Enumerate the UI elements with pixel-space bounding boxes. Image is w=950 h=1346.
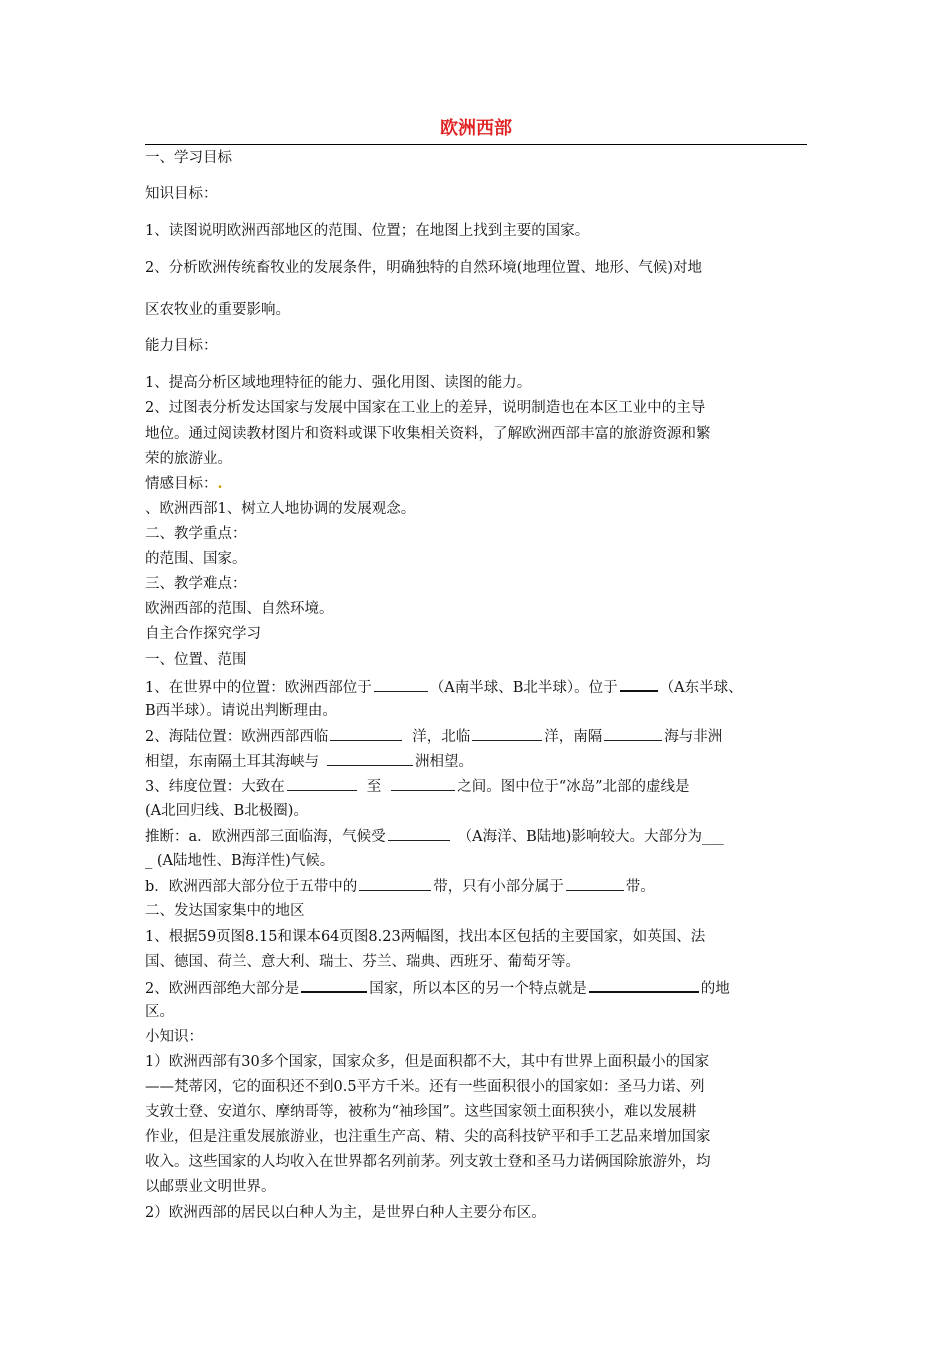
difficulty-text: 欧洲西部的范围、自然环境。 (145, 601, 334, 617)
tip-1-line3: 支敦士登、安道尔、摩纳哥等，被称为“袖珍国”。这些国家领土面积狭小，难以发展耕 (145, 1104, 697, 1120)
answer-blank-climate-influence[interactable] (388, 826, 450, 841)
developed-item-2-line2: 区。 (145, 1004, 174, 1020)
emotion-item-1: 、欧洲西部1、树立人地协调的发展观念。 (145, 501, 416, 517)
question-3-line2: (A北回归线、B北极圈)。 (145, 803, 308, 819)
answer-blank-south-sea[interactable] (604, 726, 662, 741)
question-1-line1: 1、在世界中的位置：欧洲西部位于 （A南半球、B北半球）。位于 （A东半球、 (145, 676, 743, 698)
ability-item-2-line1: 2、过图表分析发达国家与发展中国家在工业上的差异，说明制造也在本区工业中的主导 (145, 400, 706, 416)
answer-blank-region-feature[interactable] (589, 977, 699, 993)
ability-item-2-line2: 地位。通过阅读教材图片和资料或课下收集相关资料，了解欧洲西部丰富的旅游资源和繁 (145, 426, 711, 442)
answer-blank-country-type[interactable] (301, 977, 367, 993)
question-3-line1: 3、纬度位置：大致在 至 之间。图中位于“冰岛”北部的虚线是 (145, 776, 690, 797)
answer-blank-hemisphere-ns[interactable] (374, 677, 428, 692)
knowledge-item-2-line2: 区农牧业的重要影响。 (145, 302, 290, 318)
document-title: 欧洲西部 (440, 118, 512, 139)
goals-heading: 一、学习目标 (145, 150, 232, 166)
knowledge-item-2-line1: 2、分析欧洲传统畜牧业的发展条件，明确独特的自然环境(地理位置、地形、气候)对地 (145, 260, 703, 276)
answer-blank-latitude-from[interactable] (287, 776, 357, 791)
knowledge-item-1: 1、读图说明欧洲西部地区的范围、位置；在地图上找到主要的国家。 (145, 223, 590, 239)
ability-item-1: 1、提高分析区域地理特征的能力、强化用图、读图的能力。 (145, 375, 532, 391)
tip-1-line4: 作业，但是注重发展旅游业，也注重生产高、精、尖的高科技铲平和手工艺品来增加国家 (145, 1129, 711, 1145)
question-2-line1: 2、海陆位置：欧洲西部西临 洋，北临 洋，南隔 海与非洲 (145, 726, 722, 747)
developed-item-1-line2: 国、德国、荷兰、意大利、瑞士、芬兰、瑞典、西班牙、葡萄牙等。 (145, 954, 580, 970)
question-2-line2: 相望，东南隔土耳其海峡与 洲相望。 (145, 751, 473, 772)
section-developed-heading: 二、发达国家集中的地区 (145, 903, 305, 919)
answer-blank-hemisphere-ew[interactable] (620, 676, 658, 692)
answer-blank-main-zone[interactable] (359, 876, 431, 891)
title-underline (145, 144, 807, 145)
emotion-heading-line (145, 474, 223, 494)
question-1-line2: B西半球）。请说出判断理由。 (145, 703, 337, 719)
focus-text: 的范围、国家。 (145, 551, 247, 567)
developed-item-2-line1: 2、欧洲西部绝大部分是 国家，所以本区的另一个特点就是 的地 (145, 977, 730, 999)
answer-blank-latitude-to[interactable] (391, 776, 455, 791)
developed-item-1-line1: 1、根据59页图8.15和课本64页图8.23两幅图，找出本区包括的主要国家，如英国、法 (145, 929, 706, 945)
ability-heading: 能力目标： (145, 338, 218, 354)
answer-blank-minor-zone[interactable] (566, 876, 624, 891)
answer-blank-continent[interactable] (327, 751, 413, 766)
tip-1-line2: ——梵蒂冈，它的面积还不到0.5平方千米。还有一些面积很小的国家如：圣马力诺、列 (145, 1079, 705, 1095)
focus-heading: 二、教学重点： (145, 526, 247, 542)
emotion-heading: 情感目标： (145, 476, 218, 492)
answer-blank-west-ocean[interactable] (330, 726, 402, 741)
tip-1-line5: 收入。这些国家的人均收入在世界都名列前茅。列支敦士登和圣马力诺俩国除旅游外，均 (145, 1154, 711, 1170)
emotion-dot: . (217, 475, 223, 492)
tips-heading: 小知识： (145, 1029, 203, 1045)
tip-2: 2）欧洲西部的居民以白种人为主，是世界白种人主要分布区。 (145, 1205, 546, 1221)
difficulty-heading: 三、教学难点： (145, 576, 247, 592)
section-location-heading: 一、位置、范围 (145, 652, 247, 668)
inference-a-line2: _ (A陆地性、B海洋性)气候。 (145, 853, 335, 869)
inference-b: b．欧洲西部大部分位于五带中的 带，只有小部分属于 带。 (145, 876, 655, 897)
tip-1-line6: 以邮票业文明世界。 (145, 1179, 276, 1195)
ability-item-2-line3: 荣的旅游业。 (145, 451, 232, 467)
knowledge-heading: 知识目标： (145, 186, 218, 202)
study-heading: 自主合作探究学习 (145, 626, 261, 642)
answer-blank-north-ocean[interactable] (472, 726, 542, 741)
inference-a-line1: 推断：a．欧洲西部三面临海，气候受 （A海洋、B陆地)影响较大。大部分为___ (145, 826, 724, 847)
tip-1-line1: 1）欧洲西部有30多个国家，国家众多，但是面积都不大，其中有世界上面积最小的国家 (145, 1054, 710, 1070)
